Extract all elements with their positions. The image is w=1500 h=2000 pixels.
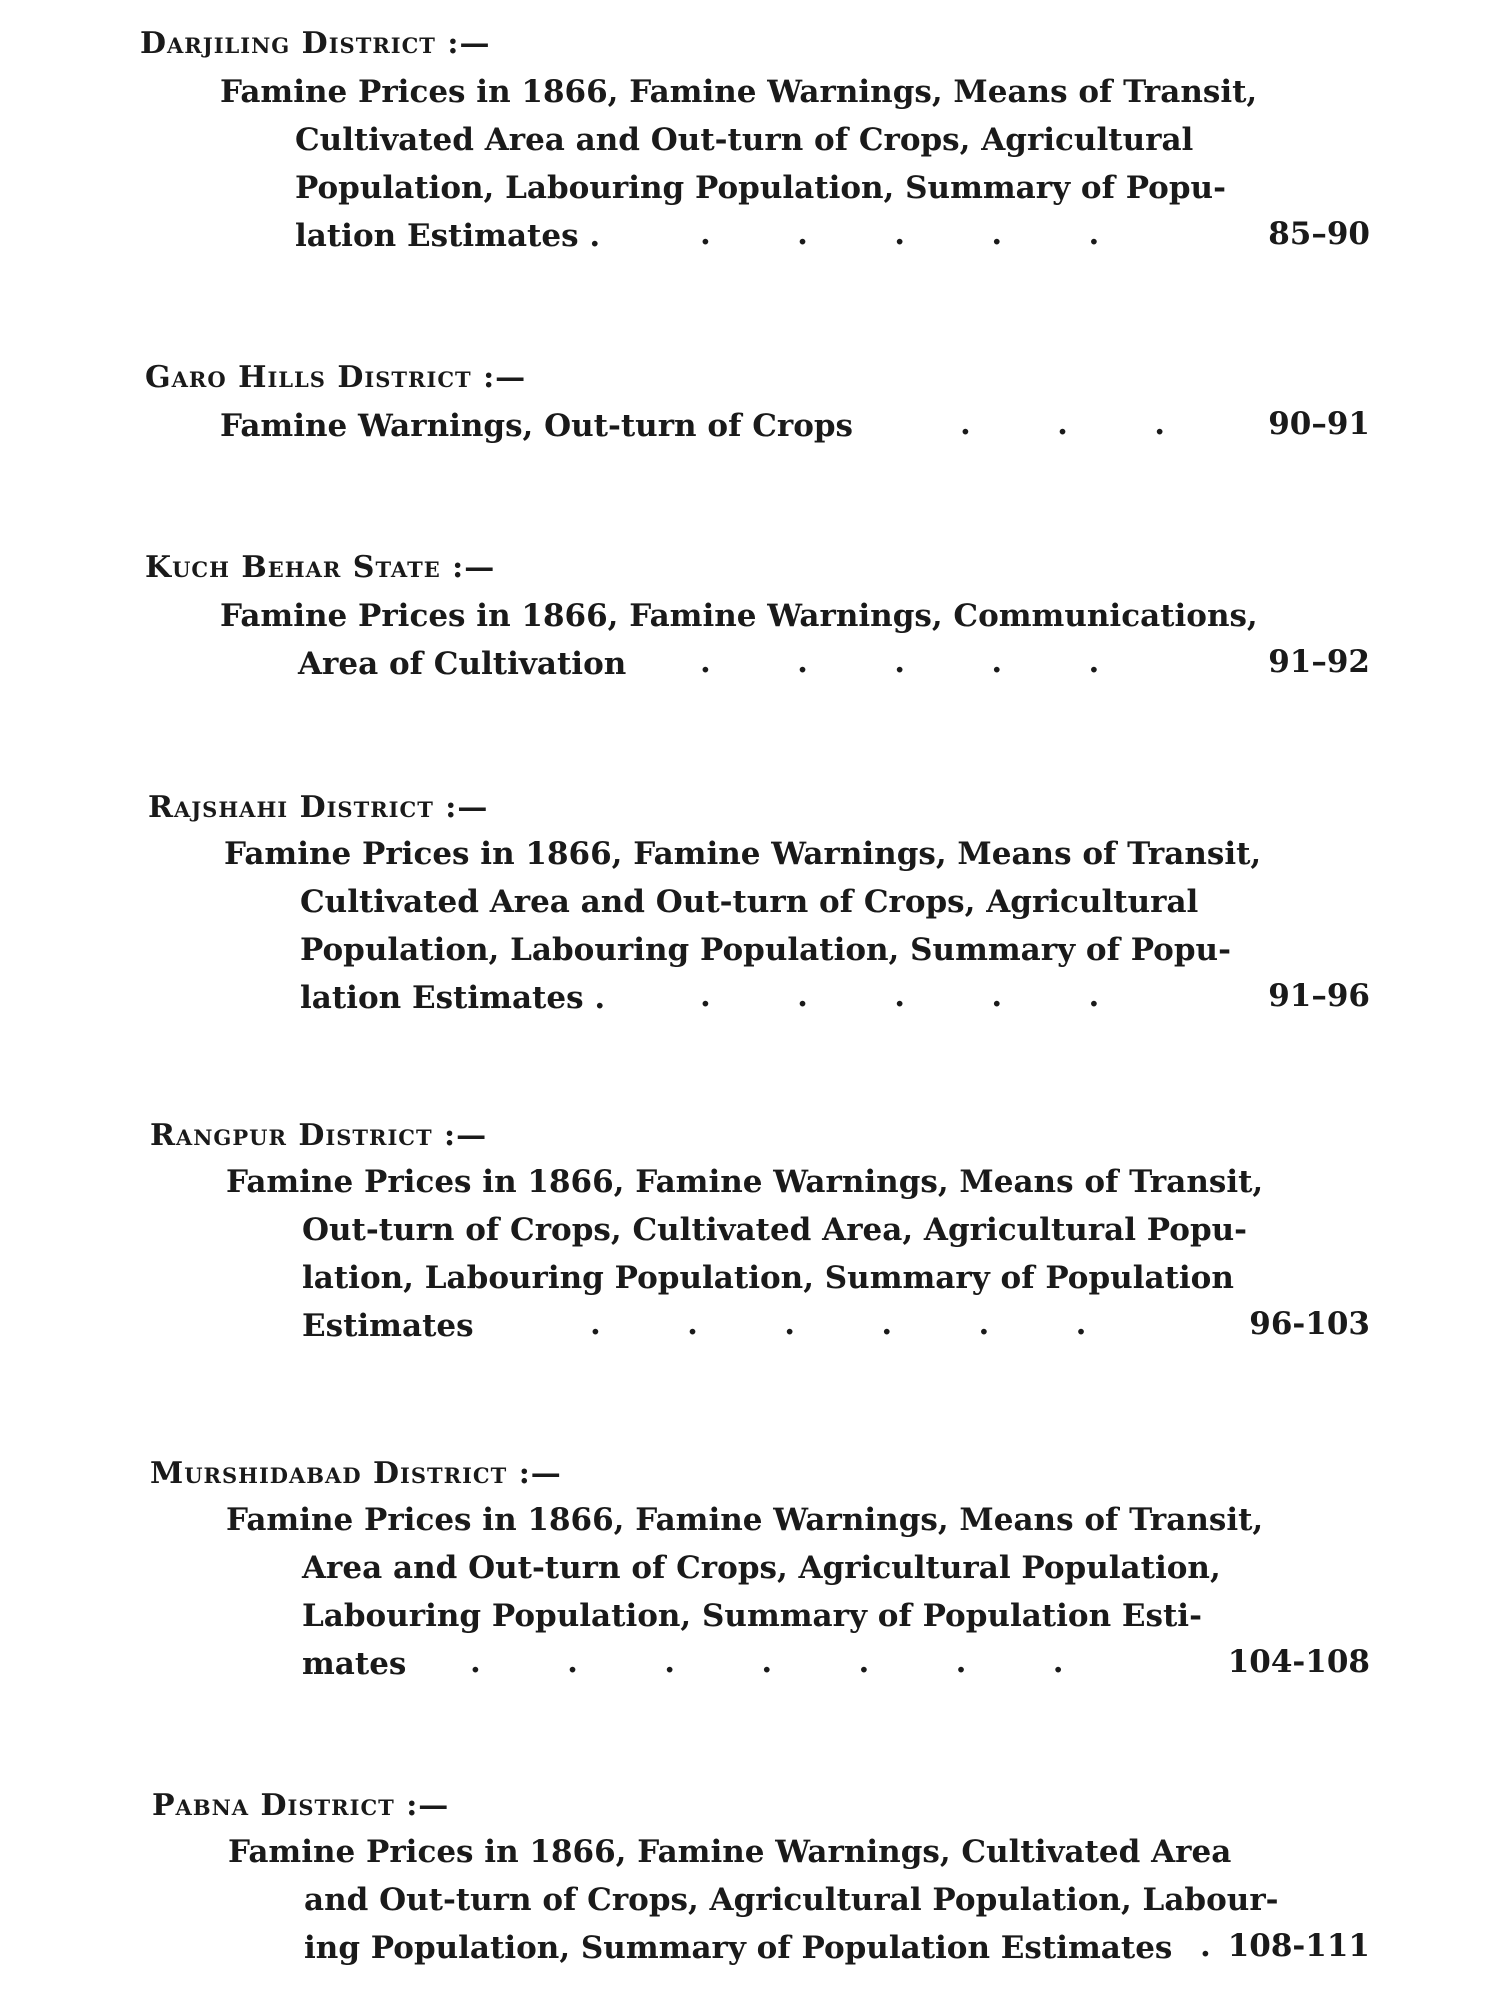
entry-line: lation Estimates .	[295, 218, 601, 254]
entry-line: Famine Prices in 1866, Famine Warnings, Means of Transit,	[226, 1164, 1264, 1200]
entry-heading: Pabna District :—	[152, 1788, 450, 1823]
entry-line: lation, Labouring Population, Summary of Population	[302, 1260, 1234, 1296]
entry-heading: Kuch Behar State :—	[145, 550, 496, 585]
entry-line: and Out-turn of Crops, Agricultural Population, Labour-	[304, 1882, 1279, 1918]
entry-line: ing Population, Summary of Population Estimates	[304, 1930, 1173, 1966]
dot-leader: . . . . .	[700, 644, 1100, 680]
entry-line: Out-turn of Crops, Cultivated Area, Agricultural Popu-	[302, 1212, 1248, 1248]
dot-leader: . . . . .	[700, 216, 1100, 252]
entry-heading: Rangpur District :—	[150, 1118, 488, 1153]
entry-line: Cultivated Area and Out-turn of Crops, Agricultural	[300, 884, 1199, 920]
page-range: 108-111	[1227, 1928, 1370, 1964]
entry-heading: Garo Hills District :—	[145, 360, 527, 395]
dot-leader: . . . . . . .	[470, 1644, 1064, 1680]
page-range: 90–91	[1268, 406, 1370, 442]
dot-leader: . . .	[960, 406, 1166, 442]
entry-line: Famine Warnings, Out-turn of Crops	[220, 408, 854, 444]
entry-heading: Murshidabad District :—	[150, 1456, 562, 1491]
page-range: 91–92	[1268, 644, 1370, 680]
entry-heading: Rajshahi District :—	[148, 790, 489, 825]
entry-line: lation Estimates .	[300, 980, 606, 1016]
dot-leader: .	[1200, 1928, 1211, 1964]
dot-leader: . . . . .	[700, 978, 1100, 1014]
entry-line: Famine Prices in 1866, Famine Warnings, Means of Transit,	[220, 74, 1258, 110]
page-range: 96-103	[1249, 1306, 1370, 1342]
entry-line: Estimates	[302, 1308, 474, 1344]
entry-line: Famine Prices in 1866, Famine Warnings, Communications,	[220, 598, 1258, 634]
entry-line: Labouring Population, Summary of Population Esti-	[302, 1598, 1202, 1634]
page-range: 104-108	[1227, 1644, 1370, 1680]
entry-line: Population, Labouring Population, Summary of Popu-	[300, 932, 1231, 968]
page-range: 85–90	[1268, 216, 1370, 252]
entry-line: Famine Prices in 1866, Famine Warnings, Means of Transit,	[224, 836, 1262, 872]
page-range: 91–96	[1268, 978, 1370, 1014]
entry-line: Area of Cultivation	[298, 646, 627, 682]
entry-line: Famine Prices in 1866, Famine Warnings, Means of Transit,	[226, 1502, 1264, 1538]
entry-line: Cultivated Area and Out-turn of Crops, Agricultural	[295, 122, 1194, 158]
entry-line: Area and Out-turn of Crops, Agricultural Population,	[302, 1550, 1221, 1586]
entry-line: Famine Prices in 1866, Famine Warnings, Cultivated Area	[228, 1834, 1232, 1870]
dot-leader: . . . . . .	[590, 1306, 1087, 1342]
entry-line: Population, Labouring Population, Summary of Popu-	[295, 170, 1226, 206]
entry-line: mates	[302, 1646, 407, 1682]
entry-heading: Darjiling District :—	[140, 26, 491, 61]
